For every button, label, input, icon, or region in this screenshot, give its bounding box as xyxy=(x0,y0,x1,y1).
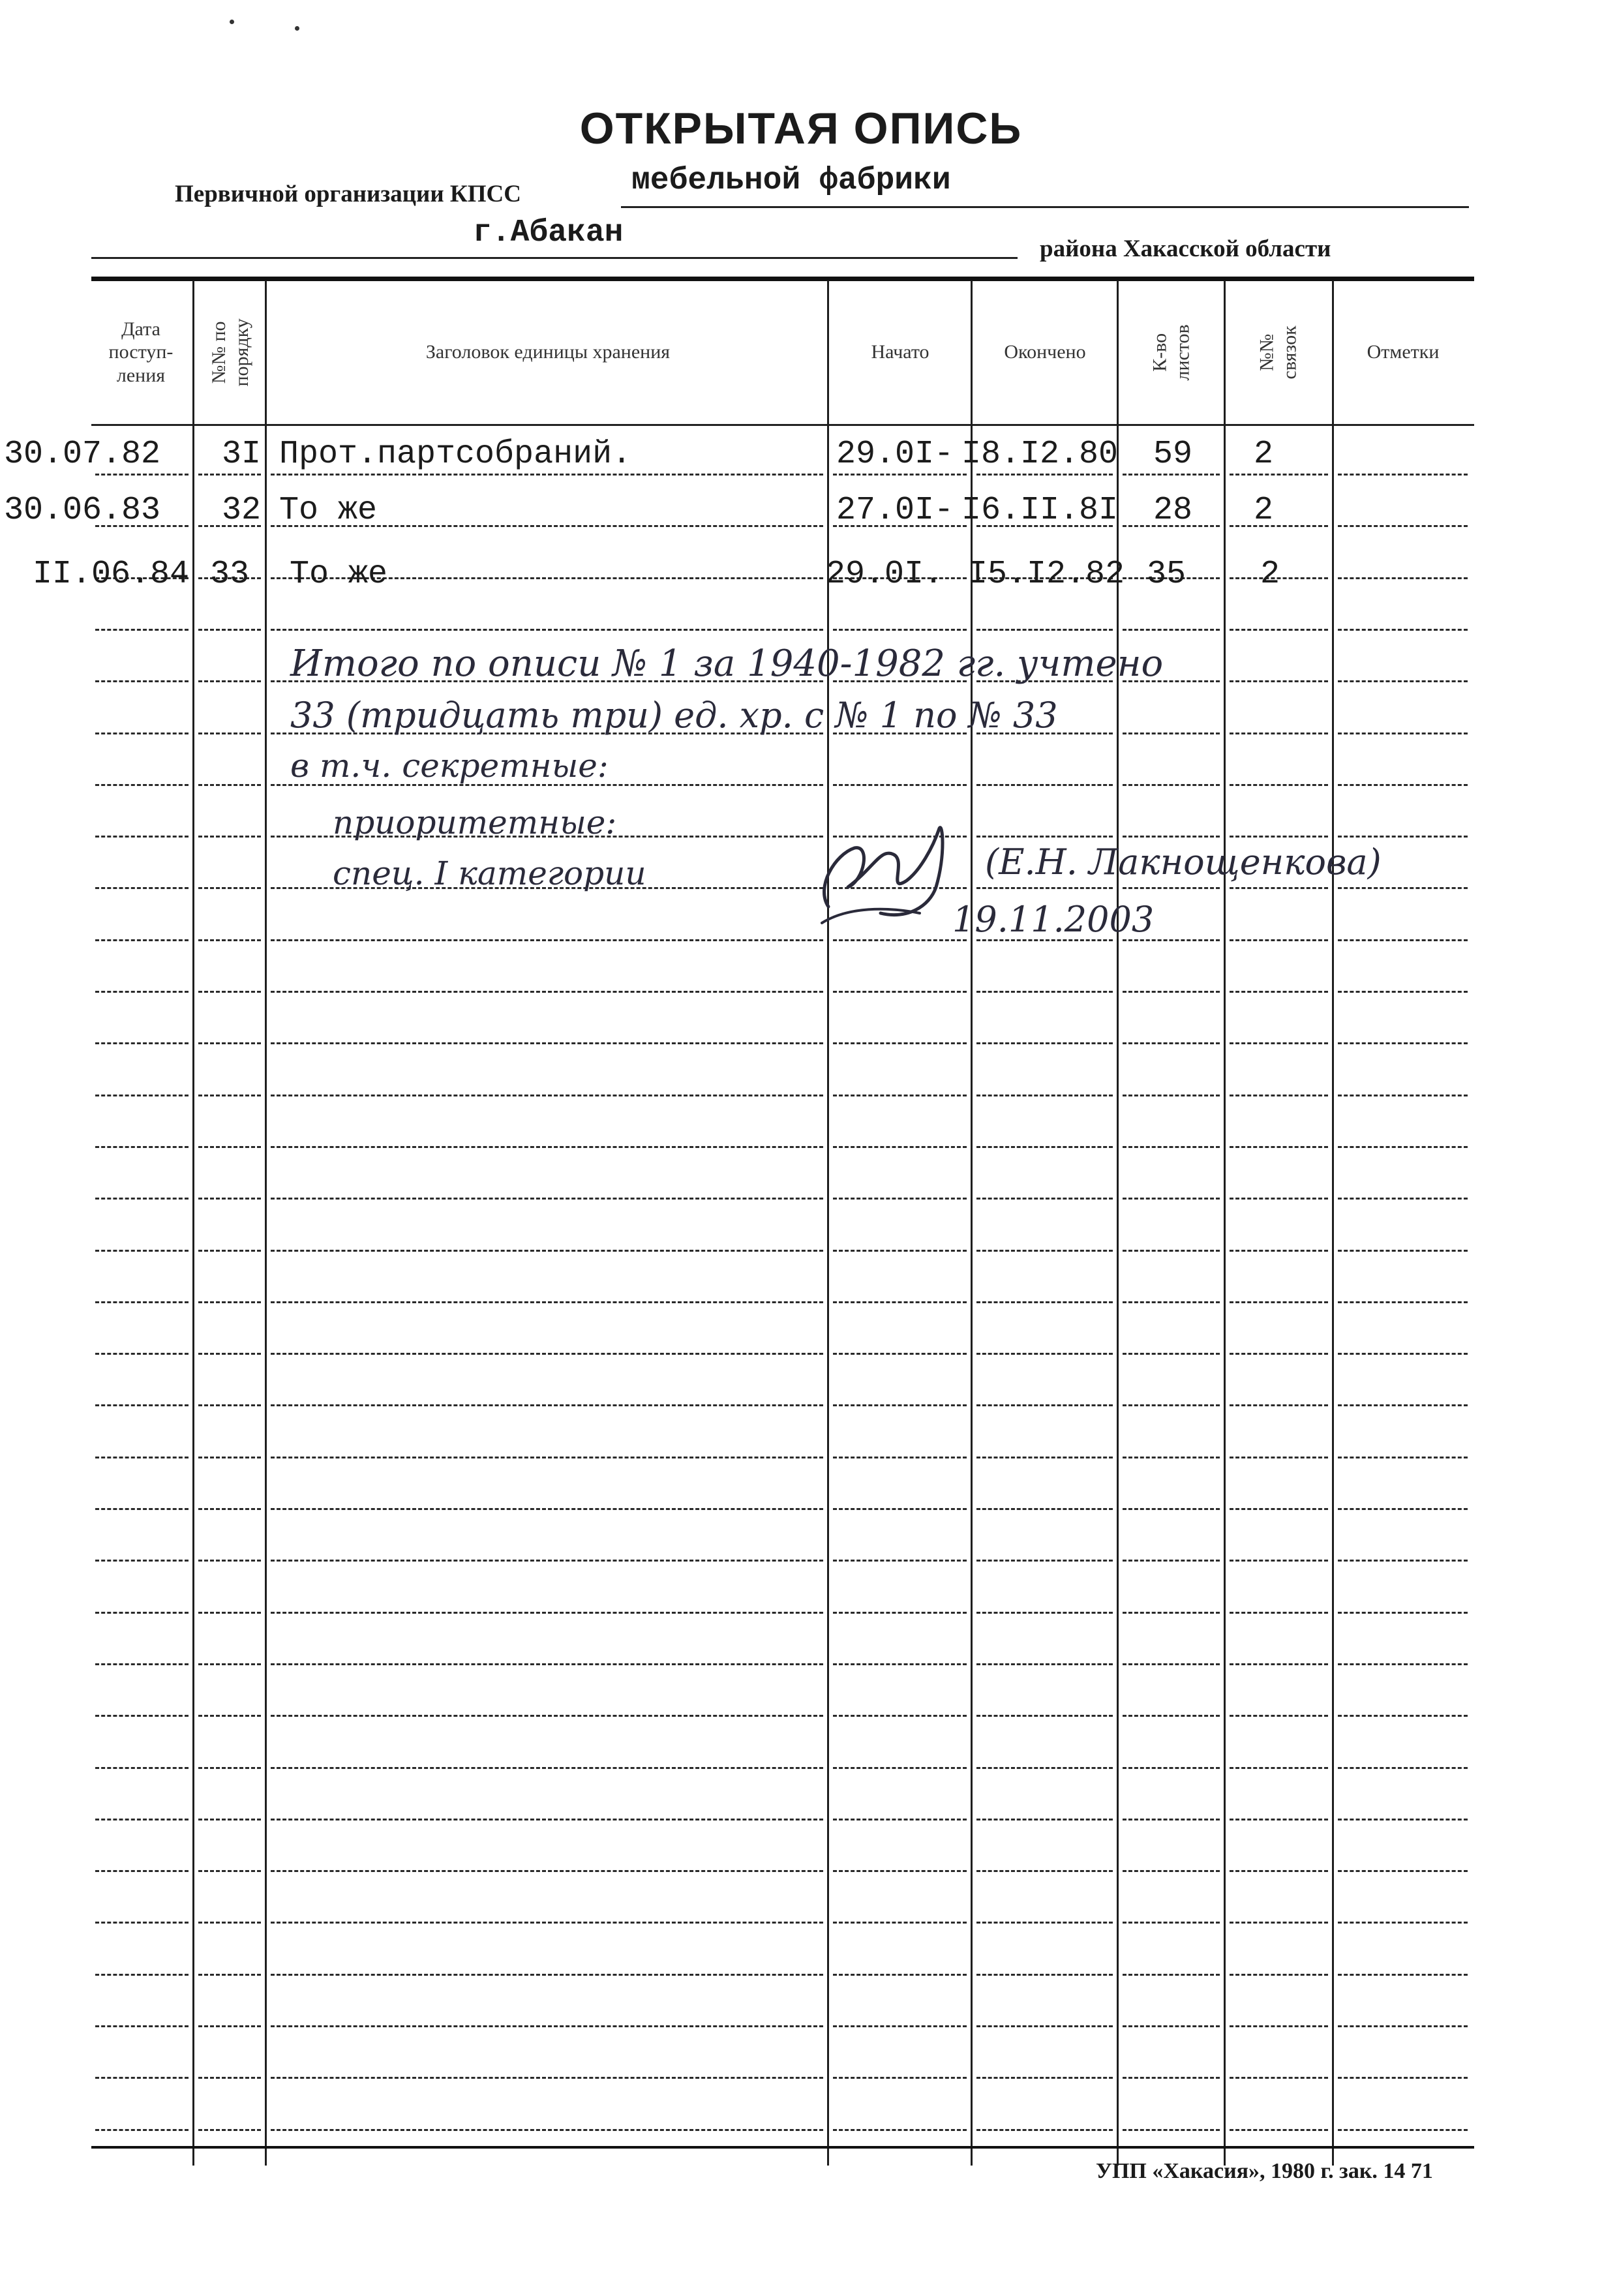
ruling-line xyxy=(95,1146,189,1148)
ruling-line xyxy=(1230,836,1328,838)
ruling-line xyxy=(833,1922,967,1924)
ruling-line xyxy=(271,1870,823,1872)
ruling-line xyxy=(95,2025,189,2027)
ruling-line xyxy=(198,1042,261,1044)
ruling-line xyxy=(1230,1870,1328,1872)
ruling-line xyxy=(976,1767,1113,1769)
ruling-line xyxy=(1230,2025,1328,2027)
ruling-line xyxy=(198,939,261,941)
ruling-line xyxy=(271,1715,823,1717)
ruling-line xyxy=(271,1301,823,1303)
ruling-line xyxy=(833,991,967,993)
ruling-line xyxy=(271,1198,823,1200)
ruling-line xyxy=(1338,1042,1468,1044)
ruling-line xyxy=(1338,1715,1468,1717)
ruling-line xyxy=(95,1301,189,1303)
ruling-line xyxy=(271,2025,823,2027)
signature-mark xyxy=(809,809,965,933)
ruling-line xyxy=(976,1301,1113,1303)
ruling-line xyxy=(1338,2025,1468,2027)
ruling-line xyxy=(271,629,823,631)
row-start: 29.0I. xyxy=(826,556,944,593)
ruling-line xyxy=(1230,1767,1328,1769)
ruling-line xyxy=(833,784,967,786)
ruling-line xyxy=(976,2077,1113,2079)
ruling-line xyxy=(1230,629,1328,631)
ruling-line xyxy=(1230,1198,1328,1200)
ruling-line xyxy=(95,991,189,993)
printer-footer: УПП «Хакасия», 1980 г. зак. 14 71 xyxy=(1096,2159,1433,2183)
row-num: 33 xyxy=(210,556,250,593)
row-title: Прот.партсобраний. xyxy=(279,436,632,473)
handwritten-count-line: 33 (тридцать три) ед. хр. с № 1 по № 33 xyxy=(290,695,1058,736)
ruling-line xyxy=(1123,1042,1220,1044)
col-bundles-header: №№ связок xyxy=(1256,325,1301,380)
col-notes-header: Отметки xyxy=(1367,341,1440,363)
ruling-line xyxy=(271,1353,823,1355)
ruling-line xyxy=(198,1767,261,1769)
ruling-line xyxy=(198,1663,261,1665)
org-label: Первичной организации КПСС xyxy=(175,181,521,207)
col-date-header: Дата поступ- ления xyxy=(108,318,174,386)
ruling-line xyxy=(95,1715,189,1717)
ruling-line xyxy=(833,1663,967,1665)
ruling-line xyxy=(95,1922,189,1924)
ruling-line xyxy=(1230,1508,1328,1510)
ruling-line xyxy=(198,1974,261,1976)
ruling-line xyxy=(1123,1922,1220,1924)
ruling-line xyxy=(833,1404,967,1406)
ruling-line xyxy=(1123,1301,1220,1303)
ruling-line xyxy=(1123,1508,1220,1510)
ruling-line xyxy=(1230,525,1328,527)
ruling-line xyxy=(198,2129,261,2131)
row-start: 29.0I- xyxy=(836,436,954,473)
ruling-line xyxy=(976,2025,1113,2027)
ruling-line xyxy=(976,887,1113,889)
ruling-line xyxy=(1338,1146,1468,1148)
ruling-line xyxy=(976,1353,1113,1355)
ruling-line xyxy=(198,1819,261,1820)
ruling-line xyxy=(1123,1095,1220,1096)
ruling-line xyxy=(1123,2077,1220,2079)
ruling-line xyxy=(1123,1457,1220,1458)
ruling-line xyxy=(198,1146,261,1148)
ruling-line xyxy=(1338,1663,1468,1665)
col-end-header: Окончено xyxy=(1004,341,1086,363)
ruling-line xyxy=(1123,1612,1220,1614)
ruling-line xyxy=(1123,1353,1220,1355)
ruling-line xyxy=(976,2129,1113,2131)
ruling-line xyxy=(1338,1922,1468,1924)
row-num: 32 xyxy=(222,492,262,529)
row-end: I6.II.8I xyxy=(961,492,1119,529)
ruling-line xyxy=(976,1042,1113,1044)
ruling-line xyxy=(976,1922,1113,1924)
ruling-line xyxy=(976,1457,1113,1458)
ruling-line xyxy=(1230,474,1328,476)
ruling-line xyxy=(976,1250,1113,1252)
ruling-line xyxy=(1123,784,1220,786)
ruling-line xyxy=(271,2129,823,2131)
ruling-line xyxy=(1123,1250,1220,1252)
ruling-line xyxy=(198,1404,261,1406)
ruling-line xyxy=(1338,680,1468,682)
ruling-line xyxy=(976,1560,1113,1562)
ruling-line xyxy=(976,1404,1113,1406)
row-date: 30.07.82 xyxy=(4,436,161,473)
ruling-line xyxy=(1230,887,1328,889)
ruling-line xyxy=(95,1560,189,1562)
ruling-line xyxy=(976,784,1113,786)
row-date: II.06.84 xyxy=(33,556,190,593)
ruling-line xyxy=(95,474,189,476)
ruling-line xyxy=(1230,1353,1328,1355)
ruling-line xyxy=(95,1508,189,1510)
row-sheets: 28 xyxy=(1153,492,1193,529)
ruling-line xyxy=(198,1870,261,1872)
ruling-line xyxy=(95,1974,189,1976)
ruling-line xyxy=(198,1353,261,1355)
ruling-line xyxy=(95,1404,189,1406)
ruling-line xyxy=(1123,1819,1220,1820)
ruling-line xyxy=(1338,1767,1468,1769)
ruling-line xyxy=(1230,733,1328,734)
row-end: I8.I2.80 xyxy=(961,436,1119,473)
ruling-line xyxy=(95,2077,189,2079)
ruling-line xyxy=(1123,474,1220,476)
ruling-line xyxy=(976,629,1113,631)
ruling-line xyxy=(833,1715,967,1717)
ruling-line xyxy=(1230,1095,1328,1096)
ruling-line xyxy=(1230,1663,1328,1665)
ruling-line xyxy=(198,836,261,838)
row-start: 27.0I- xyxy=(836,492,954,529)
ruling-line xyxy=(1338,629,1468,631)
ruling-line xyxy=(95,1250,189,1252)
ruling-line xyxy=(976,1508,1113,1510)
ruling-line xyxy=(1338,2077,1468,2079)
org-value: мебельной фабрики xyxy=(631,163,951,198)
ruling-line xyxy=(95,1457,189,1458)
ruling-line xyxy=(1230,680,1328,682)
ruling-line xyxy=(833,1353,967,1355)
ruling-line xyxy=(976,1198,1113,1200)
ruling-line xyxy=(271,1819,823,1820)
ruling-line xyxy=(95,1663,189,1665)
ruling-line xyxy=(1123,1974,1220,1976)
ruling-line xyxy=(833,1508,967,1510)
ruling-line xyxy=(1338,1974,1468,1976)
region-label: района Хакасской области xyxy=(1040,235,1331,262)
ruling-line xyxy=(1230,1250,1328,1252)
ruling-line xyxy=(1230,784,1328,786)
ruling-line xyxy=(976,836,1113,838)
ruling-line xyxy=(271,1146,823,1148)
ruling-line xyxy=(1338,2129,1468,2131)
ruling-line xyxy=(95,2129,189,2131)
ruling-line xyxy=(1230,991,1328,993)
ruling-line xyxy=(833,1457,967,1458)
row-sheets: 35 xyxy=(1147,556,1186,593)
ruling-line xyxy=(833,1819,967,1820)
ruling-line xyxy=(95,1870,189,1872)
ruling-line xyxy=(95,629,189,631)
ruling-line xyxy=(271,1508,823,1510)
ruling-line xyxy=(95,1095,189,1096)
ruling-line xyxy=(833,1250,967,1252)
ruling-line xyxy=(1230,1146,1328,1148)
ruling-line xyxy=(1338,1301,1468,1303)
ruling-line xyxy=(1123,1198,1220,1200)
row-num: 3I xyxy=(222,436,262,473)
ruling-line xyxy=(95,836,189,838)
ruling-line xyxy=(198,1250,261,1252)
ruling-line xyxy=(1338,1560,1468,1562)
ruling-line xyxy=(1230,1715,1328,1717)
ruling-line xyxy=(833,2077,967,2079)
ruling-line xyxy=(198,1612,261,1614)
ruling-line xyxy=(833,1560,967,1562)
ruling-line xyxy=(1338,577,1468,579)
ruling-line xyxy=(1338,1198,1468,1200)
row-title: То же xyxy=(290,556,388,593)
ruling-line xyxy=(1230,1974,1328,1976)
ruling-line xyxy=(976,1612,1113,1614)
ruling-line xyxy=(976,1819,1113,1820)
ruling-line xyxy=(1338,525,1468,527)
ruling-line xyxy=(833,939,967,941)
col-sheets-header: К-во листов xyxy=(1149,324,1194,381)
ruling-line xyxy=(198,629,261,631)
ruling-line xyxy=(271,1404,823,1406)
row-date: 30.06.83 xyxy=(4,492,161,529)
ruling-line xyxy=(1123,1767,1220,1769)
ruling-line xyxy=(976,474,1113,476)
ruling-line xyxy=(976,1095,1113,1096)
ruling-line xyxy=(1230,1922,1328,1924)
ruling-line xyxy=(1338,887,1468,889)
ruling-line xyxy=(1338,1250,1468,1252)
ruling-line xyxy=(271,1095,823,1096)
ruling-line xyxy=(198,991,261,993)
row-title: То же xyxy=(279,492,378,529)
ruling-line xyxy=(198,1095,261,1096)
ruling-line xyxy=(833,1612,967,1614)
ruling-line xyxy=(833,1974,967,1976)
ruling-line xyxy=(1338,1612,1468,1614)
ruling-line xyxy=(833,2025,967,2027)
ruling-line xyxy=(95,733,189,734)
ruling-line xyxy=(1338,1457,1468,1458)
col-num-header: №№ по порядку xyxy=(207,318,252,387)
ruling-line xyxy=(833,1042,967,1044)
ruling-line xyxy=(1123,1404,1220,1406)
ruling-line xyxy=(198,680,261,682)
signer-name: (Е.Н. Лакнощенкова) xyxy=(985,841,1382,883)
ruling-line xyxy=(198,1715,261,1717)
ruling-line xyxy=(1338,784,1468,786)
ruling-line xyxy=(1123,733,1220,734)
city-value: г.Абакан xyxy=(473,215,624,250)
ruling-line xyxy=(271,1250,823,1252)
ruling-line xyxy=(271,474,823,476)
table-bottom-rule xyxy=(91,2146,1474,2149)
ruling-line xyxy=(976,1870,1113,1872)
ruling-line xyxy=(95,1612,189,1614)
ruling-line xyxy=(1338,836,1468,838)
ruling-line xyxy=(1338,1508,1468,1510)
ruling-line xyxy=(271,1457,823,1458)
ruling-line xyxy=(833,1146,967,1148)
ruling-line xyxy=(833,1198,967,1200)
ruling-line xyxy=(1230,1042,1328,1044)
ruling-line xyxy=(198,474,261,476)
ruling-line xyxy=(1230,1560,1328,1562)
ruling-line xyxy=(271,1767,823,1769)
ruling-line xyxy=(1338,1404,1468,1406)
ruling-line xyxy=(95,887,189,889)
ruling-line xyxy=(271,2077,823,2079)
row-bundles: 2 xyxy=(1254,436,1274,473)
ruling-line xyxy=(198,2077,261,2079)
ruling-line xyxy=(95,939,189,941)
ruling-line xyxy=(1123,1870,1220,1872)
ruling-line xyxy=(271,1560,823,1562)
ruling-line xyxy=(271,939,823,941)
ruling-line xyxy=(1338,1095,1468,1096)
ruling-line xyxy=(198,1922,261,1924)
ruling-line xyxy=(1123,1560,1220,1562)
ruling-line xyxy=(1230,2077,1328,2079)
ruling-line xyxy=(833,1301,967,1303)
ruling-line xyxy=(1230,1301,1328,1303)
ruling-line xyxy=(95,1767,189,1769)
ruling-line xyxy=(1338,1819,1468,1820)
row-bundles: 2 xyxy=(1260,556,1280,593)
ruling-line xyxy=(1123,887,1220,889)
ruling-line xyxy=(1338,733,1468,734)
ruling-line xyxy=(976,1146,1113,1148)
ruling-line xyxy=(833,1095,967,1096)
ruling-line xyxy=(1338,939,1468,941)
ruling-line xyxy=(198,1560,261,1562)
ruling-line xyxy=(198,1301,261,1303)
ruling-line xyxy=(833,2129,967,2131)
col-start-header: Начато xyxy=(871,341,929,363)
form-title: ОТКРЫТАЯ ОПИСЬ xyxy=(579,104,1023,153)
handwritten-total-line: Итого по описи № 1 за 1940-1982 гг. учтено xyxy=(290,642,1164,685)
row-bundles: 2 xyxy=(1254,492,1274,529)
ruling-line xyxy=(198,2025,261,2027)
ruling-line xyxy=(1230,1819,1328,1820)
row-end: I5.I2.82 xyxy=(968,556,1125,593)
ruling-line xyxy=(95,784,189,786)
ruling-line xyxy=(95,680,189,682)
ruling-line xyxy=(198,887,261,889)
ruling-line xyxy=(95,1819,189,1820)
ruling-line xyxy=(271,1612,823,1614)
handwritten-secret-line: в т.ч. секретные: xyxy=(290,747,609,785)
ruling-line xyxy=(1123,1715,1220,1717)
ruling-line xyxy=(1123,1663,1220,1665)
ruling-line xyxy=(271,991,823,993)
ruling-line xyxy=(1123,836,1220,838)
ruling-line xyxy=(833,474,967,476)
ruling-line xyxy=(198,1508,261,1510)
ruling-line xyxy=(95,1042,189,1044)
ruling-line xyxy=(976,1974,1113,1976)
row-sheets: 59 xyxy=(1153,436,1193,473)
ruling-line xyxy=(833,629,967,631)
ruling-line xyxy=(198,1457,261,1458)
ruling-line xyxy=(1338,991,1468,993)
ruling-line xyxy=(833,1870,967,1872)
handwritten-category-line: спец. I категории xyxy=(333,854,646,892)
ruling-line xyxy=(1230,939,1328,941)
ruling-line xyxy=(198,1198,261,1200)
handwritten-priority-line: приоритетные: xyxy=(333,804,617,841)
ruling-line xyxy=(1230,1457,1328,1458)
ruling-line xyxy=(1338,1870,1468,1872)
ruling-line xyxy=(1338,1353,1468,1355)
ruling-line xyxy=(976,1715,1113,1717)
ruling-line xyxy=(271,1974,823,1976)
ruling-line xyxy=(1230,2129,1328,2131)
ruling-line xyxy=(1123,2129,1220,2131)
ruling-line xyxy=(95,1353,189,1355)
ruling-line xyxy=(95,1198,189,1200)
ruling-line xyxy=(976,991,1113,993)
ruling-line xyxy=(271,1922,823,1924)
ruling-line xyxy=(198,733,261,734)
ruling-line xyxy=(1338,474,1468,476)
ruling-line xyxy=(198,784,261,786)
ruling-line xyxy=(1123,1146,1220,1148)
ruling-line xyxy=(271,1042,823,1044)
ruling-line xyxy=(1230,1612,1328,1614)
signature-date: 19.11.2003 xyxy=(952,899,1155,940)
ruling-line xyxy=(1123,991,1220,993)
ruling-line xyxy=(1123,629,1220,631)
col-title-header: Заголовок единицы хранения xyxy=(425,341,671,363)
ruling-line xyxy=(1123,2025,1220,2027)
ruling-line xyxy=(271,1663,823,1665)
ruling-line xyxy=(976,1663,1113,1665)
ruling-line xyxy=(1230,1404,1328,1406)
ruling-line xyxy=(833,1767,967,1769)
